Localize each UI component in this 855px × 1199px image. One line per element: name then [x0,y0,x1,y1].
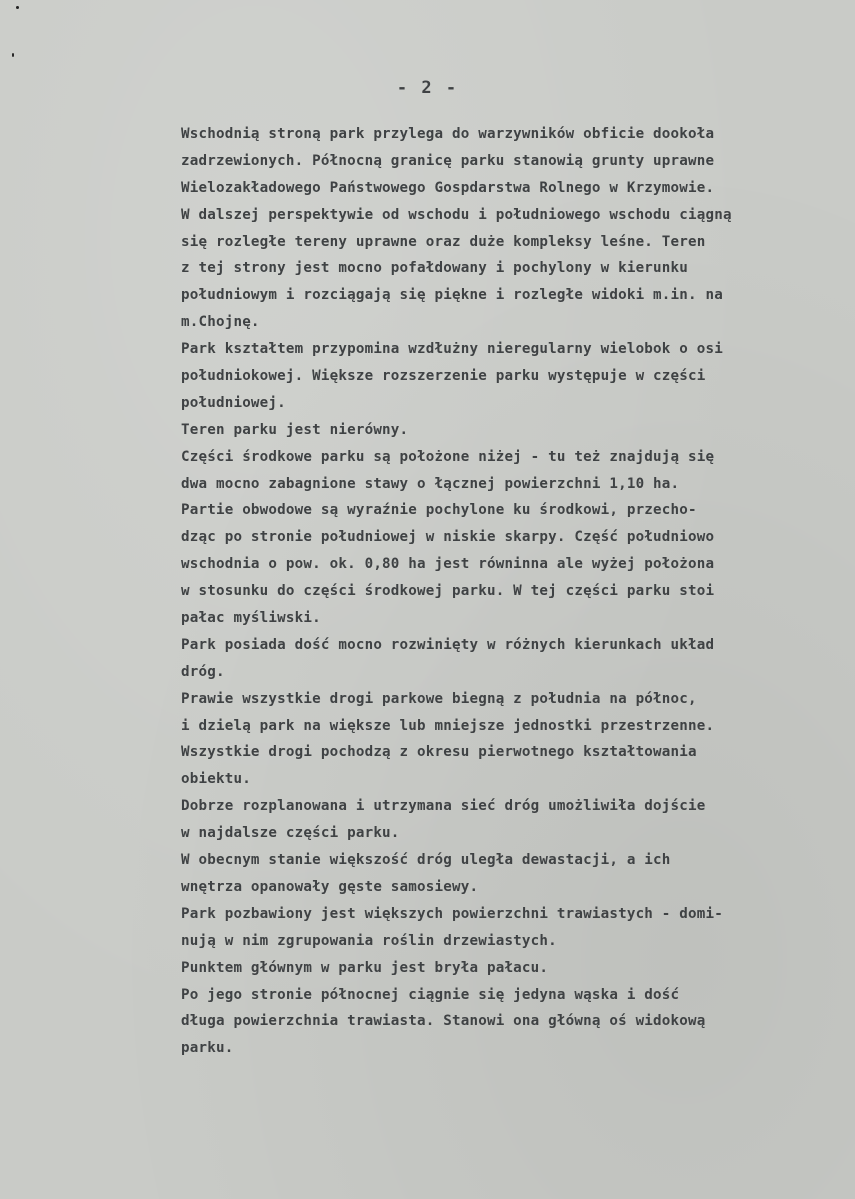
text-line: południowej. [181,394,286,411]
text-line: południokowej. Większe rozszerzenie parku występuje w części [181,368,706,385]
text-line: dząc po stronie południowej w niskie skarpy. Część południowo [181,529,715,546]
text-line: Teren parku jest nierówny. [181,421,409,438]
text-line: Park posiada dość mocno rozwinięty w różnych kierunkach układ [181,636,715,653]
text-line: W dalszej perspektywie od wschodu i południowego wschodu ciągną [181,206,732,223]
text-line: Wszystkie drogi pochodzą z okresu pierwotnego kształtowania [181,744,697,761]
text-line: w najdalsze części parku. [181,825,400,842]
text-line: Dobrze rozplanowana i utrzymana sieć dróg umożliwiła dojście [181,798,706,815]
text-line: pałac myśliwski. [181,610,321,627]
text-line: m.Chojnę. [181,314,260,331]
ink-speck [12,53,14,57]
page-number: - 2 - [396,78,459,98]
text-line: wschodnia o pow. ok. 0,80 ha jest równinna ale wyżej położona [181,556,715,573]
text-line: południowym i rozciągają się piękne i rozległe widoki m.in. na [181,287,723,304]
ink-speck [16,6,19,9]
text-line: i dzielą park na większe lub mniejsze jednostki przestrzenne. [181,717,715,734]
text-line: dwa mocno zabagnione stawy o łącznej powierzchni 1,10 ha. [181,475,680,492]
text-line: Punktem głównym w parku jest bryła pałacu. [181,959,549,976]
text-line: w stosunku do części środkowej parku. W tej części parku stoi [181,583,715,600]
text-line: się rozległe tereny uprawne oraz duże kompleksy leśne. Teren [181,233,706,250]
text-line: obiektu. [181,771,251,788]
text-line: Po jego stronie północnej ciągnie się jedyna wąska i dość [181,986,680,1003]
text-line: Park pozbawiony jest większych powierzchni trawiastych - domi- [181,905,723,922]
text-line: Partie obwodowe są wyraźnie pochylone ku środkowi, przecho- [181,502,697,519]
text-line: wnętrza opanowały gęste samosiewy. [181,878,479,895]
text-line: Części środkowe parku są położone niżej - tu też znajdują się [181,448,715,465]
text-line: Wschodnią stroną park przylega do warzywników obficie dookoła [181,126,715,142]
typed-text-body [181,121,849,1062]
text-line: długa powierzchnia trawiasta. Stanowi ona główną oś widokową [181,1013,706,1030]
text-line: nują w nim zgrupowania roślin drzewiastych. [181,932,557,949]
text-line: zadrzewionych. Północną granicę parku stanowią grunty uprawne [181,152,715,169]
text-line: parku. [181,1040,234,1057]
text-line: dróg. [181,663,225,680]
text-line: W obecnym stanie większość dróg uległa dewastacji, a ich [181,852,671,869]
text-line: Park kształtem przypomina wzdłużny nieregularny wielobok o osi [181,341,723,358]
text-line: Prawie wszystkie drogi parkowe biegną z południa na północ, [181,690,697,707]
text-line: z tej strony jest mocno pofałdowany i pochylony w kierunku [181,260,689,277]
text-line: Wielozakładowego Państwowego Gospdarstwa Rolnego w Krzymowie. [181,179,715,196]
